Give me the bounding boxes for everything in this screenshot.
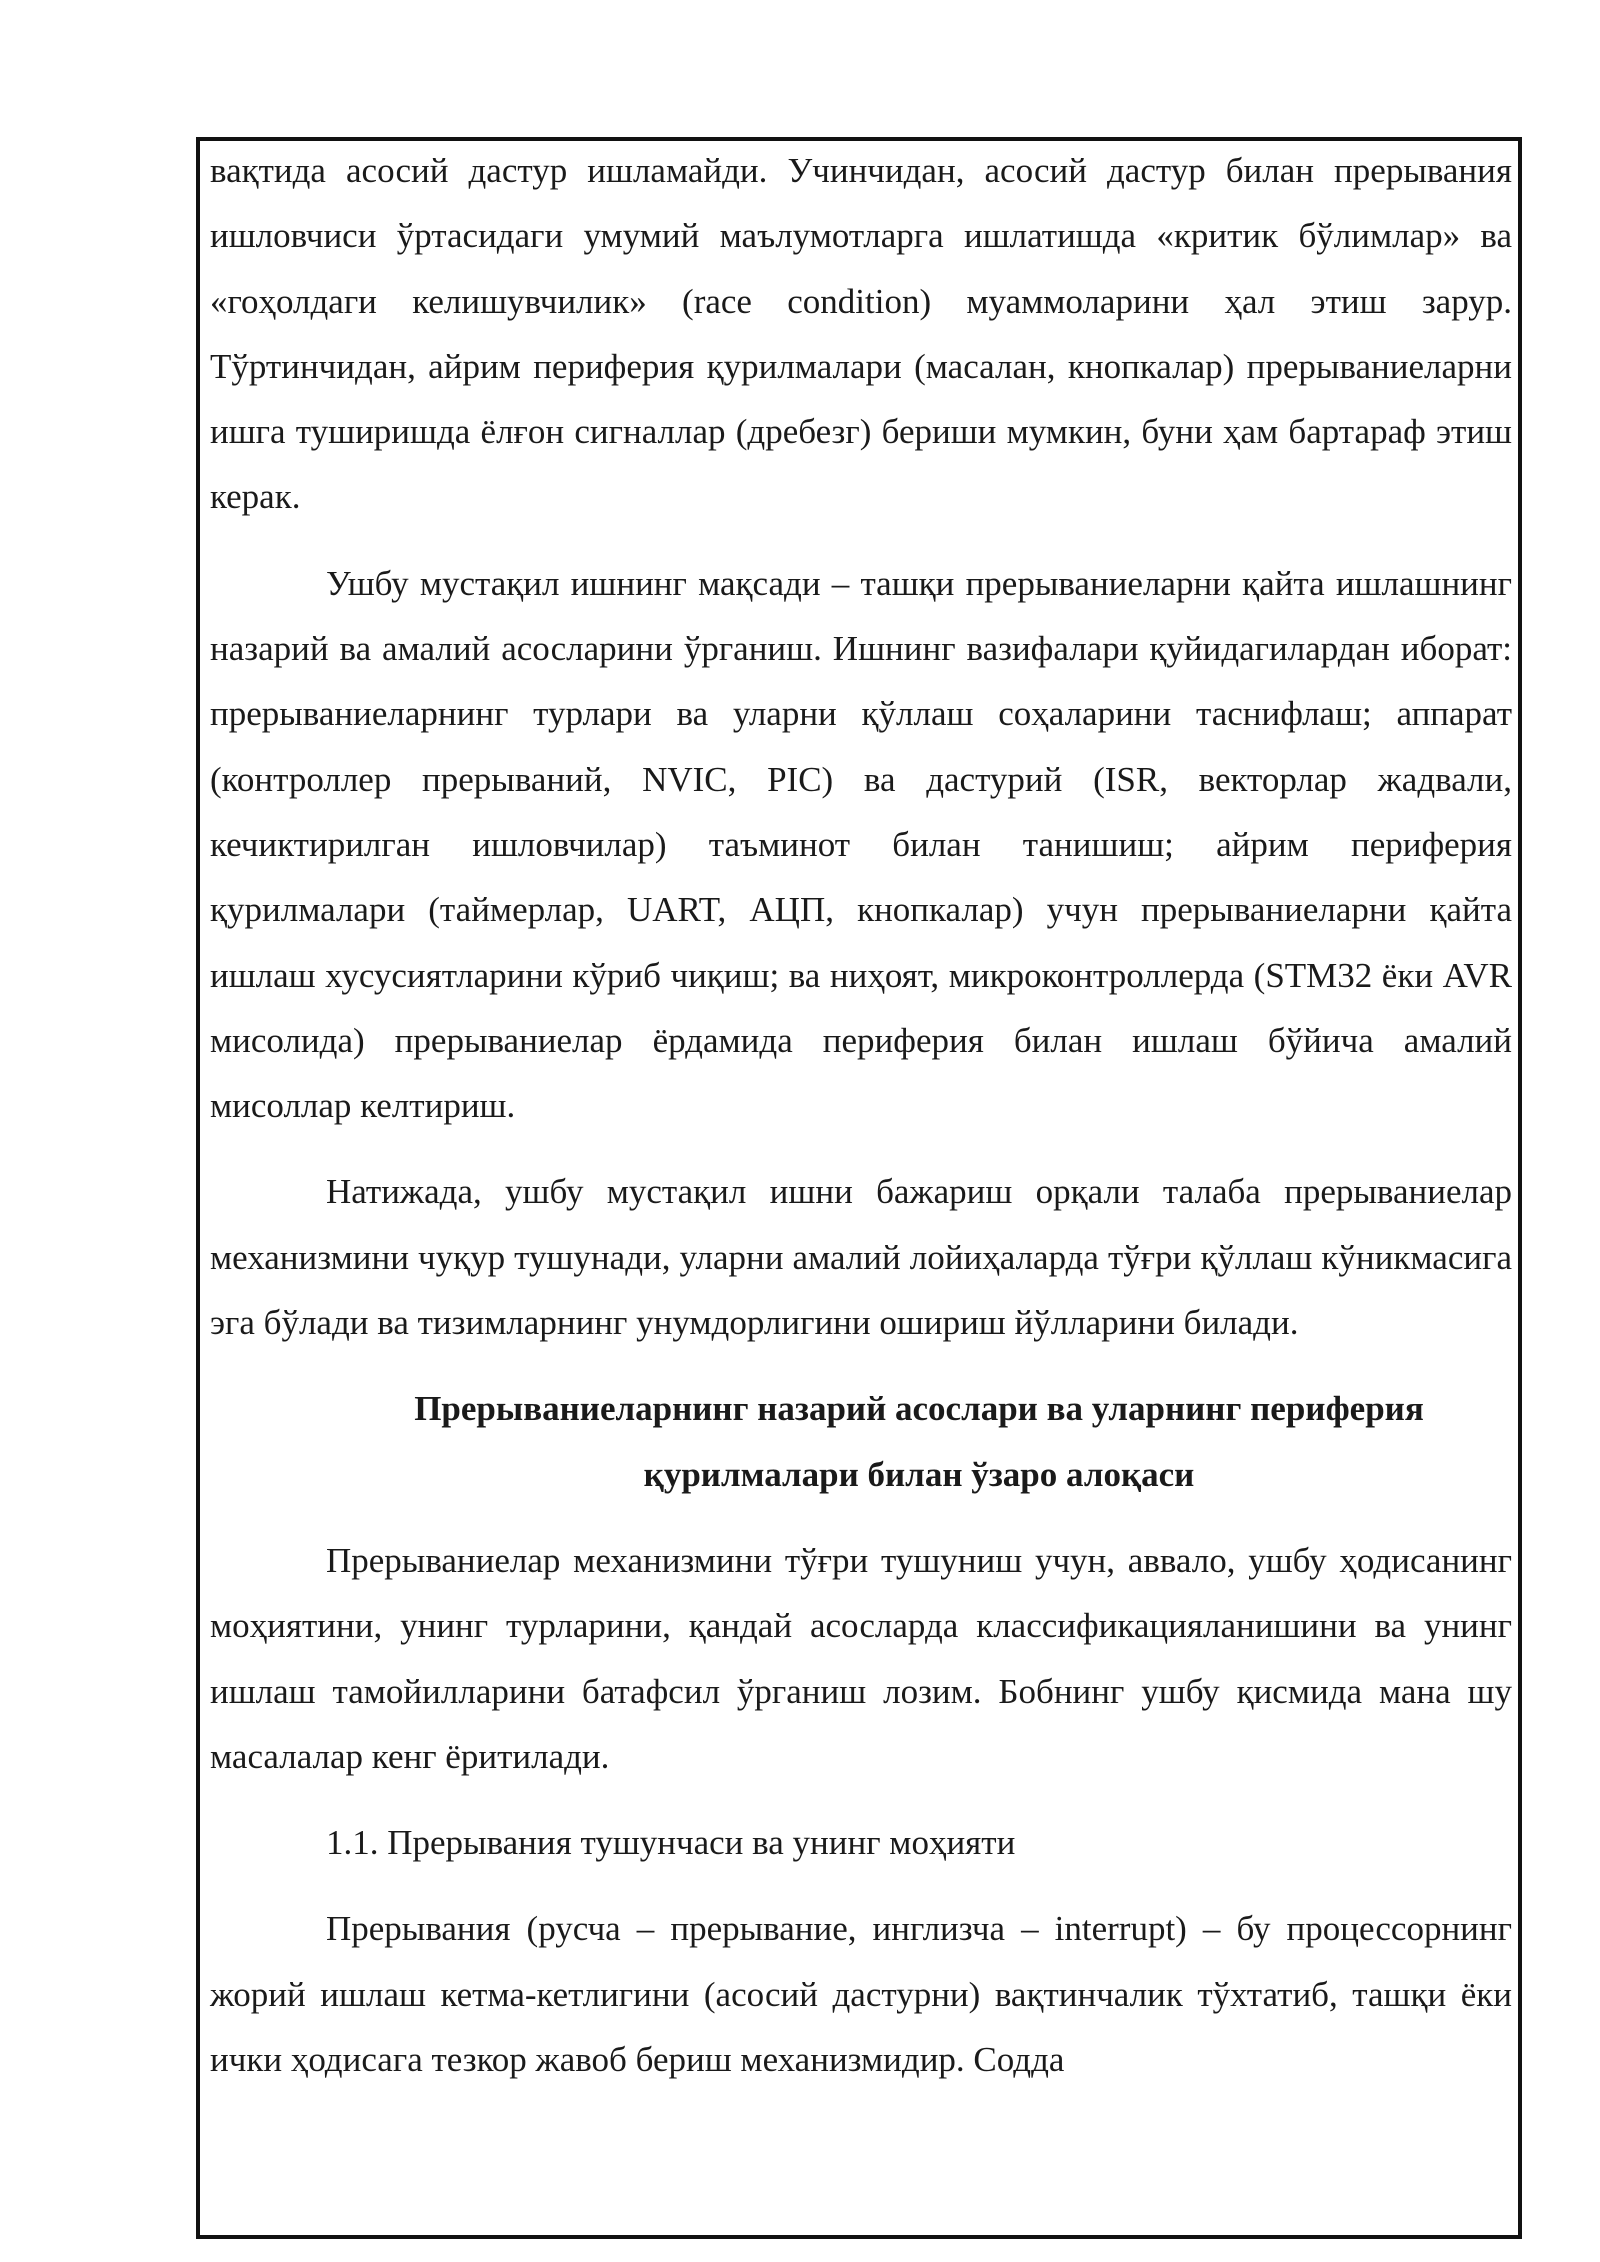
paragraph-2: Ушбу мустақил ишнинг мақсади – ташқи прерываниеларни қайта ишлашнинг назарий ва амалий асосларини ўрганиш. Ишнинг вазифалари қуйидагилардан иборат: прерываниеларнинг турлари ва уларни қўллаш соҳаларини таснифлаш; аппарат (контроллер прерываний, NVIC, PIC) ва дастурий (ISR, векторлар жадвали, кечиктирилган ишловчилар) таъминот билан танишиш; айрим периферия қурилмалари (таймерлар, UART, АЦП, кнопкалар) учун прерываниеларни қайта ишлаш хусусиятларини кўриб чиқиш; ва ниҳоят, микроконтроллерда (STM32 ёки AVR мисолида) прерываниелар ёрдамида периферия билан ишлаш бўйича амалий мисоллар келтириш. (210, 563, 1512, 1126)
section-heading-line-2: қурилмалари билан ўзаро алоқаси (643, 1454, 1195, 1494)
paragraph-1: вақтида асосий дастур ишламайди. Учинчидан, асосий дастур билан прерывания ишловчиси ўртасидаги умумий маълумотларга ишлатишда «критик бўлимлар» ва «гоҳолдаги келишувчилик» (race condition) муаммоларини ҳал этиш зарур. Тўртинчидан, айрим периферия қурилмалари (масалан, кнопкалар) прерываниеларни ишга туширишда ёлғон сигналлар (дребезг) бериши мумкин, буни ҳам бартараф этиш керак. (210, 151, 1512, 517)
paragraph-5: Прерывания (русча – прерывание, инглизча – interrupt) – бу процессорнинг жорий ишлаш кетма-кетлигини (асосий дастурни) вақтинчалик тўхтатиб, ташқи ёки ички ҳодисага тезкор жавоб бериш механизмидир. Содда (210, 1909, 1512, 2080)
paragraph-3: Натижада, ушбу мустақил ишни бажариш орқали талаба прерываниелар механизмини чуқур тушунади, уларни амалий лойиҳаларда тўғри қўллаш кўникмасига эга бўлади ва тизимларнинг унумдорлигини ошириш йўлларини билади. (210, 1172, 1512, 1343)
document-body (210, 138, 1512, 2092)
section-heading (210, 1376, 1512, 1507)
paragraph-4: Прерываниелар механизмини тўғри тушуниш учун, аввало, ушбу ҳодисанинг моҳиятини, унинг турларини, қандай асосларда классификацияланишини ва унинг ишлаш тамойилларини батафсил ўрганиш лозим. Бобнинг ушбу қисмида мана шу масалалар кенг ёритилади. (210, 1540, 1512, 1776)
subsection-heading: 1.1. Прерывания тушунчаси ва унинг моҳияти (326, 1823, 1016, 1863)
section-heading-line-1: Прерываниеларнинг назарий асослари ва уларнинг периферия (414, 1389, 1424, 1429)
